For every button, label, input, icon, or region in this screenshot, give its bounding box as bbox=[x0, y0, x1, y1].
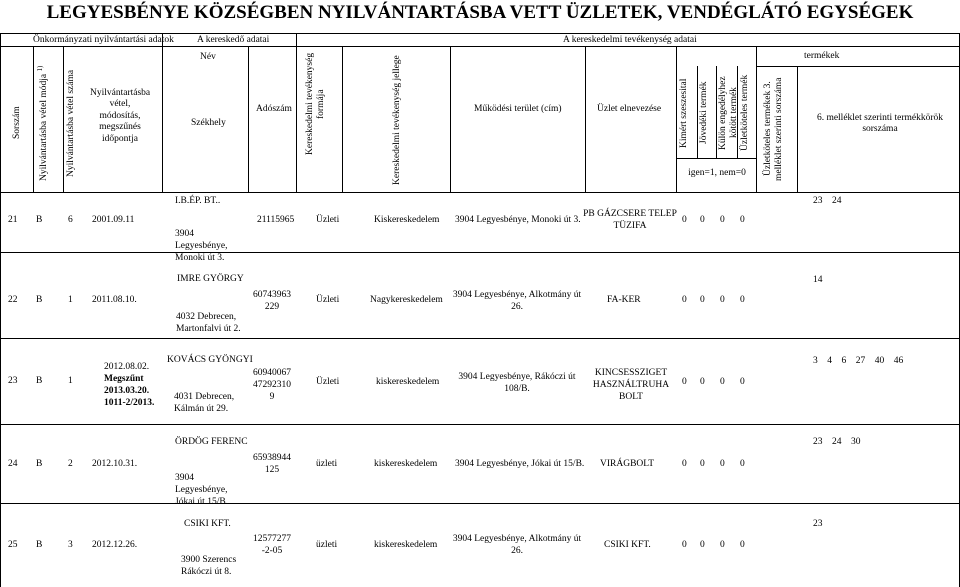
group-tevekenyseg: A kereskedelmi tevékenység adatai bbox=[563, 35, 697, 45]
header-szekhely: Székhely bbox=[191, 118, 226, 128]
cell-flag: 0 bbox=[682, 459, 687, 469]
cell-forma: Üzleti bbox=[316, 295, 340, 305]
cell-datum-extra: Megszűnt 2013.03.20. 1011-2/2013. bbox=[104, 374, 155, 408]
cell-adoszam: 60940067 47292310 9 bbox=[253, 368, 291, 402]
group-onkormanyzati: Önkormányzati nyilvántartási adatok bbox=[33, 35, 174, 45]
cell-datum: 2001.09.11 bbox=[92, 215, 135, 225]
cell-flag: 0 bbox=[682, 295, 687, 305]
cell-forma: Üzleti bbox=[316, 215, 340, 225]
header-mell6: 6. melléklet szerinti termékkörök sorszáma bbox=[816, 113, 944, 135]
cell-szekhely: 3904 Legyesbénye, Monoki út 3. bbox=[175, 229, 228, 263]
cell-flag: 0 bbox=[740, 459, 745, 469]
cell-adoszam: 60743963 229 bbox=[253, 290, 291, 312]
cell-szekhely: 4031 Debrecen, Kálmán út 29. bbox=[174, 392, 235, 414]
cell-flag: 0 bbox=[700, 215, 705, 225]
cell-flag: 0 bbox=[700, 540, 705, 550]
header-jellege: Kereskedelmi tevékenység jellege bbox=[392, 55, 402, 185]
header-terulet: Működési terület (cím) bbox=[474, 104, 562, 114]
cell-jelleg: kiskereskedelem bbox=[374, 540, 438, 550]
cell-flag: 0 bbox=[740, 215, 745, 225]
header-formaja: Kereskedelmi tevékenység formája bbox=[305, 52, 326, 156]
cell-mell6: 23 24 30 bbox=[813, 437, 861, 447]
cell-sorszam: 22 bbox=[8, 295, 18, 305]
header-adoszam: Adószám bbox=[256, 104, 292, 114]
cell-flag: 0 bbox=[700, 377, 705, 387]
cell-modja: B bbox=[36, 459, 43, 469]
group-termekek: termékek bbox=[804, 51, 840, 61]
cell-uzlet: VIRÁGBOLT bbox=[600, 459, 655, 469]
cell-nev: ÖRDÖG FERENC bbox=[175, 437, 248, 447]
header-jovedeki: Jövedéki termék bbox=[699, 81, 709, 145]
header-idopontja: Nyilvántartásba vétel, módosítás, megszűnés időpontja bbox=[90, 88, 151, 144]
page-title: LEGYESBÉNYE KÖZSÉGBEN NYILVÁNTARTÁSBA VETT ÜZLETEK, VENDÉGLÁTÓ EGYSÉGEK bbox=[46, 2, 914, 23]
header-szama: Nyilvántartásba vétel száma bbox=[66, 69, 76, 177]
cell-terulet: 3904 Legyesbénye, Alkotmány út 26. bbox=[452, 534, 582, 556]
cell-flag: 0 bbox=[720, 215, 725, 225]
cell-terulet: 3904 Legyesbénye, Jókai út 15/B. bbox=[455, 459, 585, 469]
cell-mell6: 14 bbox=[813, 275, 823, 285]
cell-datum: 2012.10.31. bbox=[92, 459, 138, 469]
header-kulon: Külön engedélyhez kötött termék bbox=[718, 76, 739, 150]
cell-uzlet: FA-KER bbox=[607, 295, 641, 305]
cell-datum: 2011.08.10. bbox=[92, 295, 137, 305]
cell-szama: 1 bbox=[68, 295, 73, 305]
cell-terulet: 3904 Legyesbénye, Rákóczi út 108/B. bbox=[458, 372, 576, 394]
cell-flag: 0 bbox=[720, 295, 725, 305]
cell-forma: üzleti bbox=[316, 540, 338, 550]
cell-adoszam: 21115965 bbox=[257, 215, 295, 225]
cell-flag: 0 bbox=[682, 377, 687, 387]
cell-sorszam: 21 bbox=[8, 215, 18, 225]
cell-jelleg: Nagykereskedelem bbox=[370, 295, 443, 305]
cell-mell6: 3 4 6 27 40 46 bbox=[813, 356, 904, 366]
cell-jelleg: Kiskereskedelem bbox=[374, 215, 440, 225]
header-uzletkoteles: Üzletköteles termék bbox=[740, 74, 750, 152]
cell-flag: 0 bbox=[740, 295, 745, 305]
cell-sorszam: 23 bbox=[8, 376, 18, 386]
cell-sorszam: 25 bbox=[8, 540, 18, 550]
cell-flag: 0 bbox=[720, 377, 725, 387]
cell-szekhely: 3900 Szerencs Rákóczi út 8. bbox=[181, 555, 237, 577]
cell-mell6: 23 bbox=[813, 519, 823, 529]
cell-terulet: 3904 Legyesbénye, Alkotmány út 26. bbox=[452, 290, 582, 312]
cell-modja: B bbox=[36, 215, 43, 225]
cell-flag: 0 bbox=[720, 540, 725, 550]
cell-modja: B bbox=[36, 376, 43, 386]
cell-datum: 2012.08.02. bbox=[104, 362, 150, 372]
cell-szama: 1 bbox=[68, 376, 73, 386]
header-nev: Név bbox=[200, 52, 216, 62]
cell-flag: 0 bbox=[682, 215, 687, 225]
header-sorszam: Sorszám bbox=[12, 106, 22, 140]
cell-forma: Üzleti bbox=[316, 377, 340, 387]
cell-nev: IMRE GYÖRGY bbox=[177, 274, 244, 284]
header-kimert: Kimért szeszesital bbox=[679, 78, 689, 148]
cell-nev: I.B.ÉP. BT.. bbox=[175, 196, 221, 206]
cell-uzlet: PB GÁZCSERE TELEP TÜZIFA bbox=[583, 209, 677, 231]
cell-szama: 6 bbox=[68, 215, 73, 225]
cell-flag: 0 bbox=[740, 377, 745, 387]
cell-terulet: 3904 Legyesbénye, Monoki út 3. bbox=[455, 215, 581, 225]
group-kereskedo: A kereskedő adatai bbox=[197, 35, 270, 45]
cell-sorszam: 24 bbox=[8, 459, 18, 469]
header-modja: Nyilvántartásba vétel módja $^{1)}$ bbox=[36, 65, 50, 181]
cell-datum: 2012.12.26. bbox=[92, 540, 138, 550]
cell-jelleg: kiskereskedelem bbox=[376, 377, 440, 387]
cell-uzlet: CSIKI KFT. bbox=[604, 540, 651, 550]
cell-nev: KOVÁCS GYÖNGYI bbox=[167, 355, 253, 365]
cell-modja: B bbox=[36, 540, 43, 550]
cell-adoszam: 65938944 125 bbox=[253, 453, 291, 475]
cell-jelleg: kiskereskedelem bbox=[374, 459, 438, 469]
cell-szekhely: 3904 Legyesbénye, Jókai út 15/B. bbox=[175, 473, 229, 507]
cell-flag: 0 bbox=[740, 540, 745, 550]
header-igen-nem: igen=1, nem=0 bbox=[688, 168, 746, 178]
cell-mell6: 23 24 bbox=[813, 196, 842, 206]
header-uzlet-nev: Üzlet elnevezése bbox=[597, 104, 662, 114]
cell-nev: CSIKI KFT. bbox=[184, 519, 231, 529]
cell-flag: 0 bbox=[682, 540, 687, 550]
cell-flag: 0 bbox=[700, 459, 705, 469]
cell-szekhely: 4032 Debrecen, Martonfalvi út 2. bbox=[176, 312, 241, 334]
cell-flag: 0 bbox=[720, 459, 725, 469]
header-uzletkoteles3: Üzletköteles termékek 3. melléklet szerinti sorszáma bbox=[763, 77, 784, 181]
cell-forma: üzleti bbox=[316, 459, 338, 469]
cell-uzlet: KINCSESSZIGET HASZNÁLTRUHA BOLT bbox=[592, 368, 670, 402]
cell-szama: 2 bbox=[68, 459, 73, 469]
cell-szama: 3 bbox=[68, 540, 73, 550]
cell-modja: B bbox=[36, 295, 43, 305]
cell-flag: 0 bbox=[700, 295, 705, 305]
cell-adoszam: 12577277 -2-05 bbox=[253, 534, 291, 556]
